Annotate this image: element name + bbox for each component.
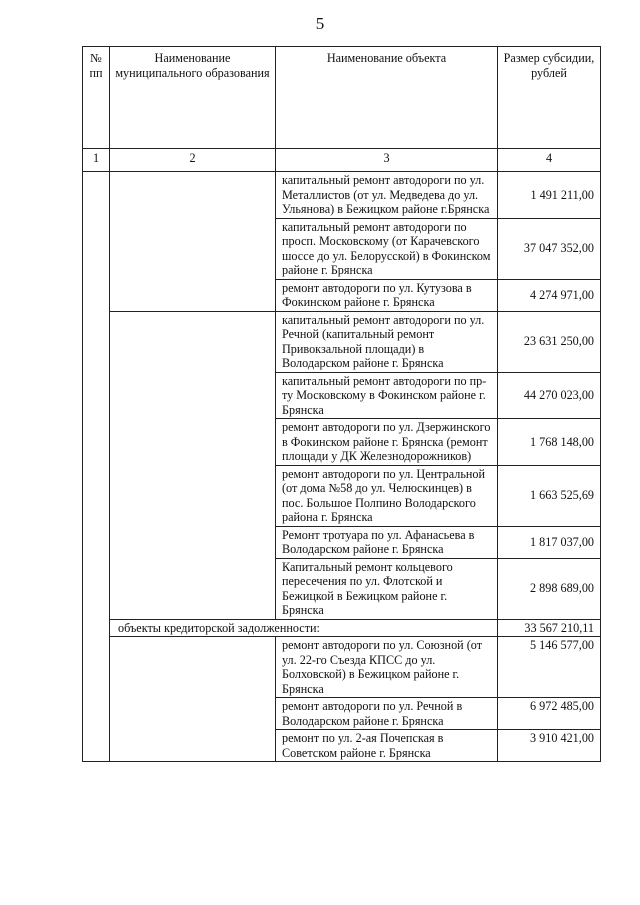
amount-cell: 23 631 250,00 — [498, 311, 601, 372]
object-cell: капитальный ремонт автодороги по ул. Речной (капитальный ремонт Привокзальной площади) в Володарском районе г. Брянска — [276, 311, 498, 372]
subsidy-table — [82, 46, 601, 762]
header-municipality: Наименование муниципального образования — [110, 47, 276, 149]
municipality-cell — [110, 172, 276, 312]
header-subsidy: Размер субсидии, рублей — [498, 47, 601, 149]
table-row — [83, 311, 601, 372]
table-row — [83, 172, 601, 219]
object-cell: ремонт автодороги по ул. Дзержинского в Фокинском районе г. Брянска (ремонт площади у ДК Железнодорожников) — [276, 419, 498, 466]
object-cell: Ремонт тротуара по ул. Афанасьева в Володарском районе г. Брянска — [276, 526, 498, 558]
header-object: Наименование объекта — [276, 47, 498, 149]
header-number: № пп — [83, 47, 110, 149]
object-cell: капитальный ремонт автодороги по пр-ту Московскому в Фокинском районе г. Брянска — [276, 372, 498, 419]
creditor-summary-row — [83, 619, 601, 637]
column-number: 4 — [498, 149, 601, 172]
creditor-label: объекты кредиторской задолженности: — [110, 619, 498, 637]
amount-cell: 4 274 971,00 — [498, 279, 601, 311]
amount-cell: 1 663 525,69 — [498, 465, 601, 526]
object-cell: ремонт автодороги по ул. Речной в Володарском районе г. Брянска — [276, 698, 498, 730]
creditor-amount: 33 567 210,11 — [498, 619, 601, 637]
table-header-row — [83, 47, 601, 149]
amount-cell: 1 768 148,00 — [498, 419, 601, 466]
table-row — [83, 637, 601, 698]
amount-cell: 1 491 211,00 — [498, 172, 601, 219]
amount-cell: 1 817 037,00 — [498, 526, 601, 558]
object-cell: Капитальный ремонт кольцевого пересечения по ул. Флотской и Бежицкой в Бежицком районе г. Брянска — [276, 558, 498, 619]
amount-cell: 44 270 023,00 — [498, 372, 601, 419]
object-cell: капитальный ремонт автодороги по ул. Металлистов (от ул. Медведева до ул. Ульянова) в Бежицком районе г.Брянска — [276, 172, 498, 219]
object-cell: капитальный ремонт автодороги по просп. Московскому (от Карачевского шоссе до ул. Белорусской) в Фокинском районе г. Брянска — [276, 218, 498, 279]
page-number: 5 — [315, 14, 325, 33]
object-cell: ремонт автодороги по ул. Кутузова в Фокинском районе г. Брянска — [276, 279, 498, 311]
amount-cell: 2 898 689,00 — [498, 558, 601, 619]
column-number: 1 — [83, 149, 110, 172]
amount-cell: 3 910 421,00 — [498, 730, 601, 762]
number-cell — [83, 172, 110, 762]
amount-cell: 37 047 352,00 — [498, 218, 601, 279]
municipality-cell — [110, 637, 276, 762]
amount-cell: 5 146 577,00 — [498, 637, 601, 698]
object-cell: ремонт автодороги по ул. Центральной (от дома №58 до ул. Челюскинцев) в пос. Большое Полпино Володарского района г. Брянска — [276, 465, 498, 526]
column-number: 2 — [110, 149, 276, 172]
municipality-cell — [110, 311, 276, 619]
object-cell: ремонт по ул. 2-ая Почепская в Советском районе г. Брянска — [276, 730, 498, 762]
column-number: 3 — [276, 149, 498, 172]
column-numbers-row — [83, 149, 601, 172]
object-cell: ремонт автодороги по ул. Союзной (от ул. 22-го Съезда КПСС до ул. Болховской) в Бежицком районе г. Брянска — [276, 637, 498, 698]
amount-cell: 6 972 485,00 — [498, 698, 601, 730]
